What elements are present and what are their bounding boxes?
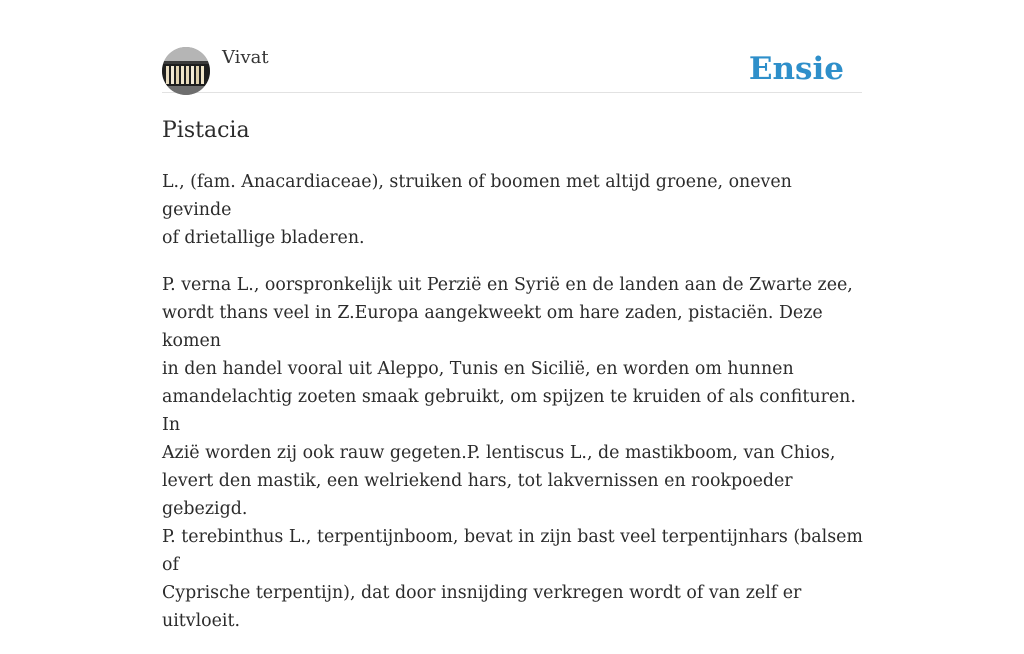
entry-title: Pistacia	[162, 118, 250, 143]
book-spines-icon	[162, 47, 210, 95]
entry-paragraph: L., (fam. Anacardiaceae), struiken of boomen met altijd groene, oneven gevinde of drietallige bladeren.	[162, 172, 792, 248]
source-name[interactable]: Vivat	[222, 47, 269, 68]
page-header	[162, 46, 862, 93]
ensie-logo[interactable]: Ensie	[748, 51, 844, 87]
entry-body	[162, 168, 864, 654]
entry-paragraph: P. verna L., oorspronkelijk uit Perzië en Syrië en de landen aan de Zwarte zee, wordt thans veel in Z.Europa aangekweekt om hare zaden, pistaciën. Deze komen in den handel vooral uit Aleppo, Tunis en Sicilië, en worden om hunnen amandelachtig zoeten smaak gebruikt, om spijzen te kruiden of als confituren. In Azië worden zij ook rauw gegeten.P. lentiscus L., de mastikboom, van Chios, levert den mastik, een welriekend hars, tot lakvernissen en rookpoeder gebezigd. P. terebinthus L., terpentijnboom, bevat in zijn bast veel terpentijnhars (balsem of Cyprische terpentijn), dat door insnijding verkregen wordt of van zelf er uitvloeit.	[162, 275, 863, 631]
source-avatar[interactable]	[162, 47, 210, 95]
